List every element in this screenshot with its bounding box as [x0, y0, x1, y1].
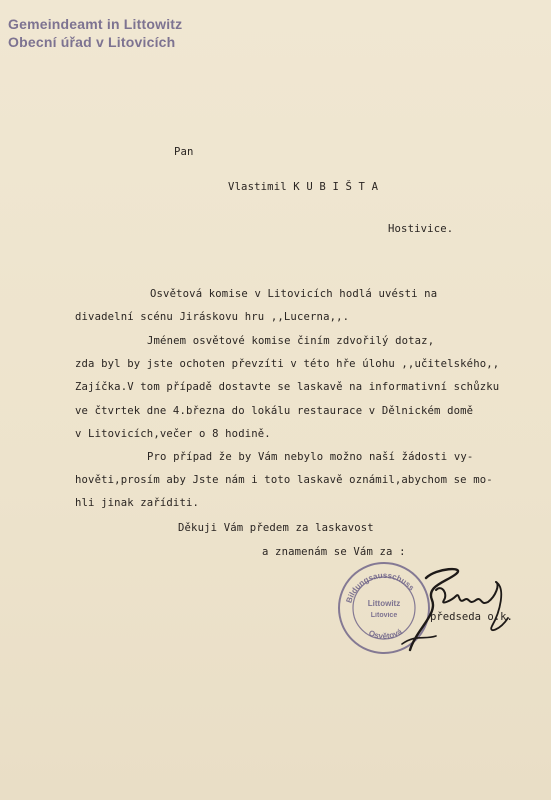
header-stamp-line-1: Gemeindeamt in Littowitz — [8, 16, 183, 32]
office-header-stamp — [8, 15, 182, 51]
body-line: zda byl by jste ochoten převzíti v této hře úlohu ,,učitelského,, — [75, 358, 500, 370]
body-line: v Litovicích,večer o 8 hodině. — [75, 428, 271, 440]
recipient-name: Vlastimil K U B I Š T A — [228, 181, 379, 193]
recipient-city: Hostivice. — [388, 223, 454, 235]
stamp-inner-line-1: Littowitz — [367, 599, 401, 608]
closing-regards: a znamenám se Vám za : — [262, 546, 406, 558]
body-line: hověti,prosím aby Jste nám i toto laskavě oznámil,abychom se mo- — [75, 474, 493, 486]
body-line: hli jinak zaříditi. — [75, 497, 200, 509]
stamp-outer-text: Bildungsausschuss — [344, 570, 417, 605]
salutation: Pan — [174, 146, 194, 158]
handwritten-signature — [396, 560, 536, 656]
body-line: Pro případ že by Vám nebylo možno naší žádosti vy- — [147, 451, 474, 463]
stamp-bottom-text: Osvětová — [367, 627, 404, 641]
body-line: Zajíčka.V tom případě dostavte se laskavě na informativní schůzku — [75, 381, 500, 393]
body-line: Osvětová komise v Litovicích hodlá uvésti na — [150, 288, 438, 300]
header-stamp-line-2: Obecní úřad v Litovicích — [8, 34, 176, 50]
body-line: divadelní scénu Jiráskovu hru ,,Lucerna,,. — [75, 311, 350, 323]
closing-thanks: Děkuji Vám předem za laskavost — [178, 522, 374, 534]
signatory-role: předseda o.k. — [430, 611, 513, 623]
body-line: Jménem osvětové komise činím zdvořilý dotaz, — [147, 335, 435, 347]
stamp-inner-line-2: Litovice — [370, 612, 398, 619]
body-line: ve čtvrtek dne 4.března do lokálu restaurace v Dělnickém domě — [75, 405, 474, 417]
